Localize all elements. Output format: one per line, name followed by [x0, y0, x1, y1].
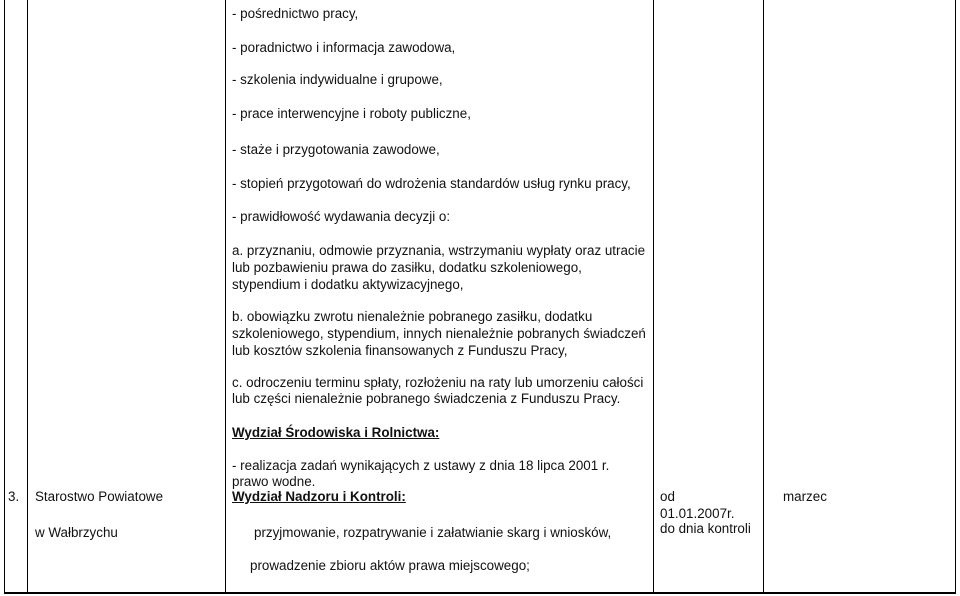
- period-start-date: 01.01.2007r.: [660, 506, 735, 521]
- table-border-left: [4, 0, 5, 594]
- column-divider-office: [27, 0, 28, 594]
- task-item: - poradnictwo i informacja zawodowa,: [232, 40, 456, 55]
- column-divider-scope: [225, 0, 226, 594]
- column-divider-month: [763, 0, 764, 594]
- decision-item-c-line: lub części nienależnie pobranego świadczenia z Funduszu Pracy.: [232, 391, 621, 406]
- department-task-line: przyjmowanie, rozpatrywanie i załatwianie skarg i wniosków,: [254, 525, 612, 540]
- department-task-line: - realizacja zadań wynikających z ustawy z dnia 18 lipca 2001 r.: [232, 458, 610, 473]
- task-item: - staże i przygotowania zawodowe,: [232, 142, 440, 157]
- decision-item-c-line: c. odroczeniu terminu spłaty, rozłożeniu na raty lub umorzeniu całości: [232, 375, 644, 390]
- office-name-line2: w Wałbrzychu: [35, 525, 118, 540]
- table-border-bottom: [4, 592, 956, 594]
- department-task-line: prawo wodne.: [232, 474, 316, 489]
- decision-item-a-line: a. przyznaniu, odmowie przyznania, wstrzymaniu wypłaty oraz utracie: [232, 243, 646, 258]
- decision-item-a-line: lub pozbawieniu prawa do zasiłku, dodatku szkoleniowego,: [232, 260, 582, 275]
- decision-item-b-line: szkoleniowego, stypendium, innych nienależnie pobranych świadczeń: [232, 326, 646, 341]
- task-item: - prace interwencyjne i roboty publiczne,: [232, 106, 471, 121]
- decision-item-b-line: b. obowiązku zwrotu nienależnie pobranego zasiłku, dodatku: [232, 309, 593, 324]
- department-task-line: prowadzenie zbioru aktów prawa miejscowego;: [250, 558, 530, 573]
- period-end-label: do dnia kontroli: [660, 521, 751, 536]
- row-number: 3.: [8, 489, 20, 504]
- department-heading-environment: Wydział Środowiska i Rolnictwa:: [232, 425, 440, 440]
- department-heading-supervision: Wydział Nadzoru i Kontroli:: [232, 489, 406, 504]
- task-item: - prawidłowość wydawania decyzji o:: [232, 209, 451, 224]
- table-border-right: [955, 0, 956, 594]
- inspection-month: marzec: [783, 489, 827, 504]
- decision-item-b-line: lub kosztów szkolenia finansowanych z Funduszu Pracy,: [232, 343, 568, 358]
- office-name-line1: Starostwo Powiatowe: [35, 489, 164, 504]
- task-item: - szkolenia indywidualne i grupowe,: [232, 72, 443, 87]
- task-item: - stopień przygotowań do wdrożenia standardów usług rynku pracy,: [232, 176, 631, 191]
- decision-item-a-line: stypendium i dodatku aktywizacyjnego,: [232, 277, 464, 292]
- task-item: - pośrednictwo pracy,: [232, 6, 359, 21]
- column-divider-period: [653, 0, 654, 594]
- period-from-label: od: [660, 489, 675, 504]
